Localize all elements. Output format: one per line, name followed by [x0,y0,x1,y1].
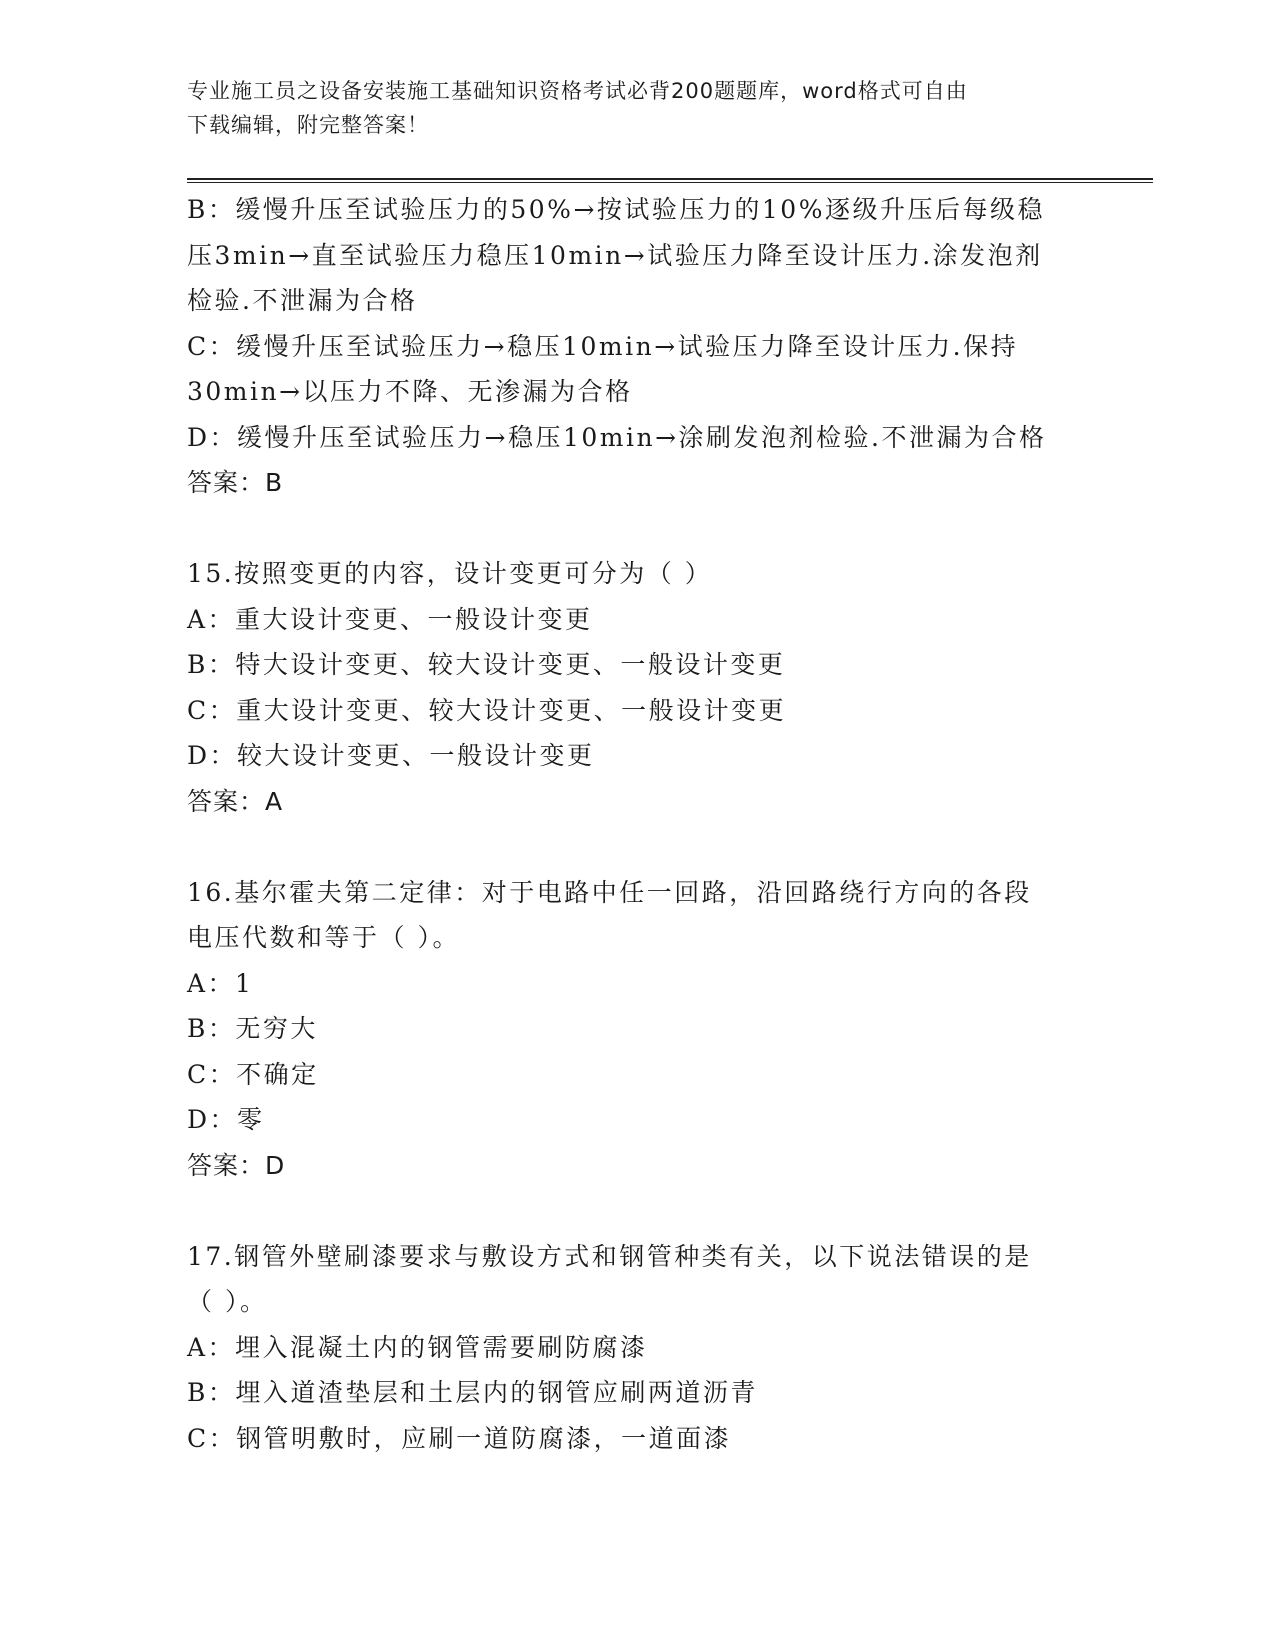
option-b: B：埋入道渣垫层和土层内的钢管应刷两道沥青 [187,1378,758,1407]
spacer [187,506,1087,552]
question-stem-line-2: 电压代数和等于（ ）。 [187,923,460,952]
option-a: A：重大设计变更、一般设计变更 [187,604,593,634]
option-a: A：埋入混凝土内的钢管需要刷防腐漆 [187,1332,648,1362]
document-body [187,187,1087,1461]
option-c: C：重大设计变更、较大设计变更、一般设计变更 [187,695,787,725]
option-b: B：无穷大 [187,1014,318,1043]
header-divider-thin [187,182,1153,183]
spacer [187,824,1087,870]
option-b-line-3: 检验.不泄漏为合格 [187,286,418,315]
answer: 答案：A [187,786,284,816]
option-c: C：钢管明敷时，应刷一道防腐漆，一道面漆 [187,1423,732,1453]
header-line-2: 下载编辑，附完整答案！ [187,113,429,137]
header-divider [187,178,1153,180]
answer: 答案：D [187,1150,286,1180]
option-b: B：特大设计变更、较大设计变更、一般设计变更 [187,650,786,679]
header-line-1: 专业施工员之设备安装施工基础知识资格考试必背200题题库，word格式可自由 [187,79,968,103]
option-b-line-1: B：缓慢升压至试验压力的50%→按试验压力的10%逐级升压后每级稳 [187,195,1045,224]
document-header [187,74,1067,142]
option-d: D：缓慢升压至试验压力→稳压10min→涂刷发泡剂检验.不泄漏为合格 [187,422,1047,452]
question-stem-line-2: （ ）。 [187,1287,268,1316]
option-d: D：较大设计变更、一般设计变更 [187,741,595,770]
option-a: A：1 [187,968,254,998]
spacer [187,1188,1087,1234]
option-c: C：不确定 [187,1059,319,1089]
question-stem-line-1: 17.钢管外壁刷漆要求与敷设方式和钢管种类有关，以下说法错误的是 [187,1241,1032,1271]
question-14-continued [187,187,1087,506]
option-c-line-2: 30min→以压力不降、无渗漏为合格 [187,377,633,406]
question-16 [187,870,1087,1189]
answer: 答案：B [187,468,284,497]
option-b-line-2: 压3min→直至试验压力稳压10min→试验压力降至设计压力.涂发泡剂 [187,240,1043,270]
option-c-line-1: C：缓慢升压至试验压力→稳压10min→试验压力降至设计压力.保持 [187,331,1019,361]
question-stem: 15.按照变更的内容，设计变更可分为（ ） [187,559,713,588]
question-stem-line-1: 16.基尔霍夫第二定律：对于电路中任一回路，沿回路绕行方向的各段 [187,877,1032,907]
question-15 [187,551,1087,824]
question-17 [187,1234,1087,1462]
option-d: D：零 [187,1105,265,1134]
